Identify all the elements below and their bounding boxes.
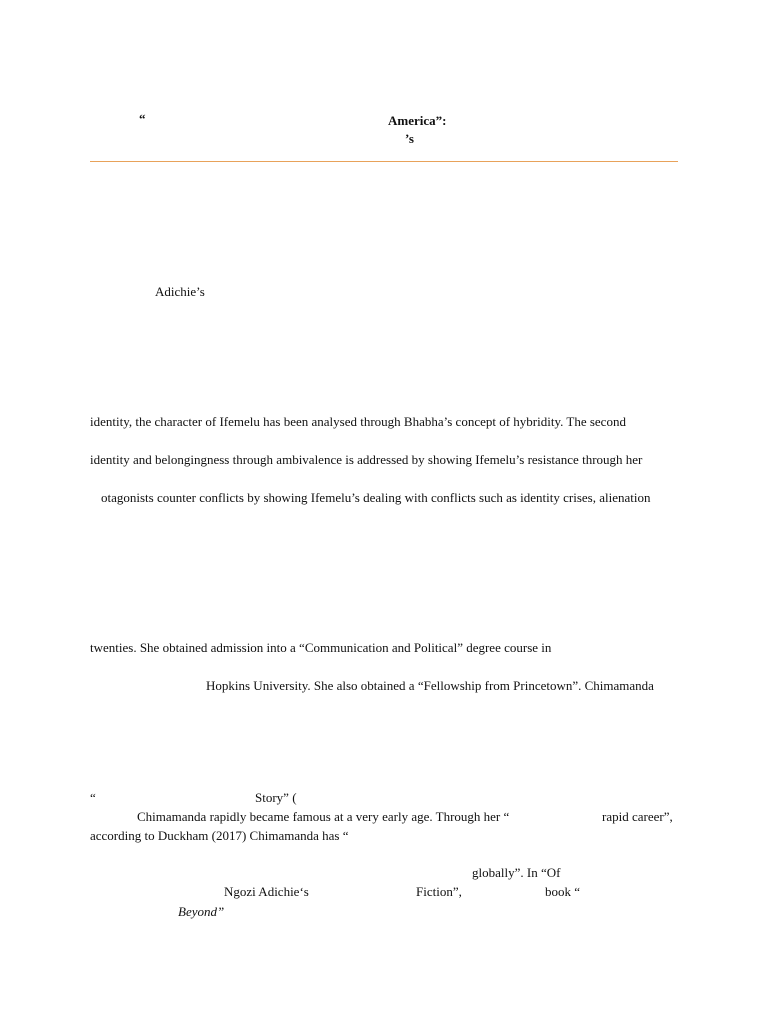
title-divider <box>90 161 678 162</box>
body-book: book “ <box>545 884 581 899</box>
title-possessive: ’s <box>405 131 414 146</box>
body-beyond: Beyond” <box>178 904 225 919</box>
body-line-duckham: according to Duckham (2017) Chimamanda has “ <box>90 828 349 843</box>
abstract-line-identity: identity, the character of Ifemelu has been analysed through Bhabha’s concept of hybridity. The second <box>90 414 626 429</box>
body-line-famous: Chimamanda rapidly became famous at a very early age. Through her “ <box>137 809 510 824</box>
abstract-adichie: Adichie’s <box>155 284 205 299</box>
body-rapid-career: rapid career”, <box>602 809 673 824</box>
body-line-hopkins: Hopkins University. She also obtained a “Fellowship from Princetown”. Chimamanda <box>206 678 654 693</box>
title-open-quote: “ <box>139 111 146 126</box>
body-globally: globally”. In “Of <box>472 865 561 880</box>
body-story: Story” ( <box>255 790 297 805</box>
abstract-line-belonging: identity and belongingness through ambivalence is addressed by showing Ifemelu’s resistance through her <box>90 452 643 467</box>
title-america: America”: <box>388 113 447 128</box>
body-quote-open: “ <box>90 790 96 805</box>
abstract-line-protagonists: otagonists counter conflicts by showing Ifemelu’s dealing with conflicts such as identity crises, alienation <box>101 490 651 505</box>
body-ngozi: Ngozi Adichie‘s <box>224 884 309 899</box>
body-line-twenties: twenties. She obtained admission into a “Communication and Political” degree course in <box>90 640 552 655</box>
body-fiction: Fiction”, <box>416 884 462 899</box>
